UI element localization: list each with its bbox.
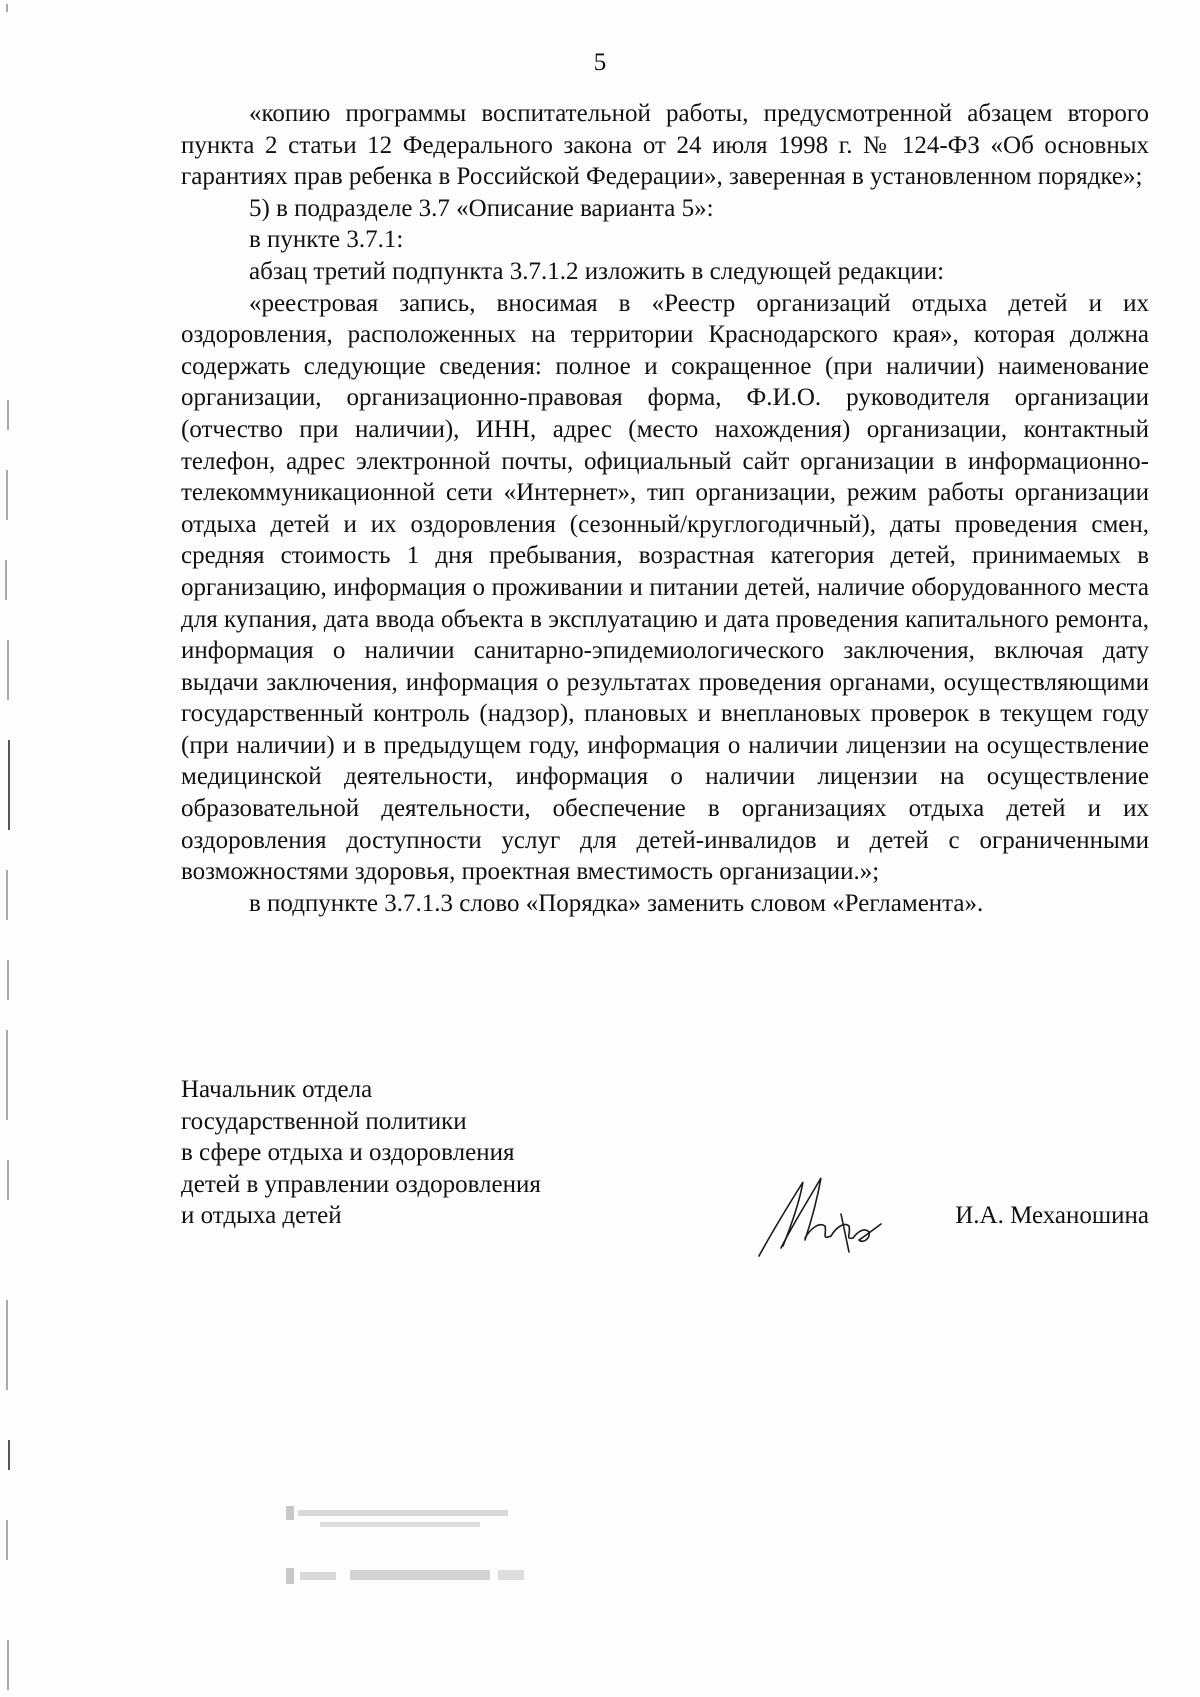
paragraph: в подпункте 3.7.1.3 слово «Порядка» заменить словом «Регламента».: [249, 889, 984, 917]
signatory-position: [181, 1074, 541, 1232]
position-line: государственной политики: [181, 1107, 467, 1135]
scan-edge-artifacts: [0, 0, 14, 1697]
paragraph: «реестровая запись, вносимая в «Реестр организаций отдыха детей и их оздоровления, расположенных на территории Краснодарского края», которая должна содержать следующие сведения: полное и сокращенное (при наличии) наименование организации, организационно-правовая форма, Ф.И.О. руководителя организации (отчество при наличии), ИНН, адрес (место нахождения) организации, контактный телефон, адрес электронной почты, официальный сайт организации в информационно-телекоммуникационной сети «Интернет», тип организации, режим работы организации отдыха детей и их оздоровления (сезонный/круглогодичный), даты проведения смен, средняя стоимость 1 дня пребывания, возрастная категория детей, принимаемых в организацию, информация о проживании и питании детей, наличие оборудованного места для купания, дата ввода объекта в эксплуатацию и дата проведения капитального ремонта, информация о наличии санитарно-эпидемиологического заключения, включая дату выдачи заключения, информация о результатах проведения органами, осуществляющими государственный контроль (надзор), плановых и внеплановых проверок в текущем году (при наличии) и в предыдущем году, информация о наличии лицензии на осуществление медицинской деятельности, информация о наличии лицензии на осуществление образовательной деятельности, обеспечение в организациях отдыха детей и их оздоровления доступности услуг для детей-инвалидов и детей с ограниченными возможностями здоровья, проектная вместимость организации.»;: [181, 289, 1149, 886]
signatory-name: И.А. Механошина: [955, 1202, 1149, 1229]
document-body: [181, 98, 1149, 919]
position-line: в сфере отдыха и оздоровления: [181, 1139, 515, 1167]
paragraph: абзац третий подпункта 3.7.1.2 изложить в следующей редакции:: [249, 257, 945, 285]
position-line: детей в управлении оздоровления: [181, 1170, 541, 1198]
position-line: Начальник отдела: [181, 1076, 373, 1103]
page-number: 5: [593, 49, 607, 76]
paragraph: в пункте 3.7.1:: [249, 226, 404, 254]
signature-block: [181, 1074, 1149, 1274]
faded-registration-stamp: [280, 1498, 550, 1608]
handwritten-signature: [741, 1164, 911, 1264]
paragraph: «копию программы воспитательной работы, предусмотренной абзацем второго пункта 2 статьи 12 Федерального закона от 24 июля 1998 г. № 124-ФЗ «Об основных гарантиях прав ребенка в Российской Федерации», заверенная в установленном порядке»;: [181, 100, 1149, 191]
paragraph: 5) в подразделе 3.7 «Описание варианта 5»:: [249, 194, 714, 222]
position-line: и отдыха детей: [181, 1202, 342, 1230]
